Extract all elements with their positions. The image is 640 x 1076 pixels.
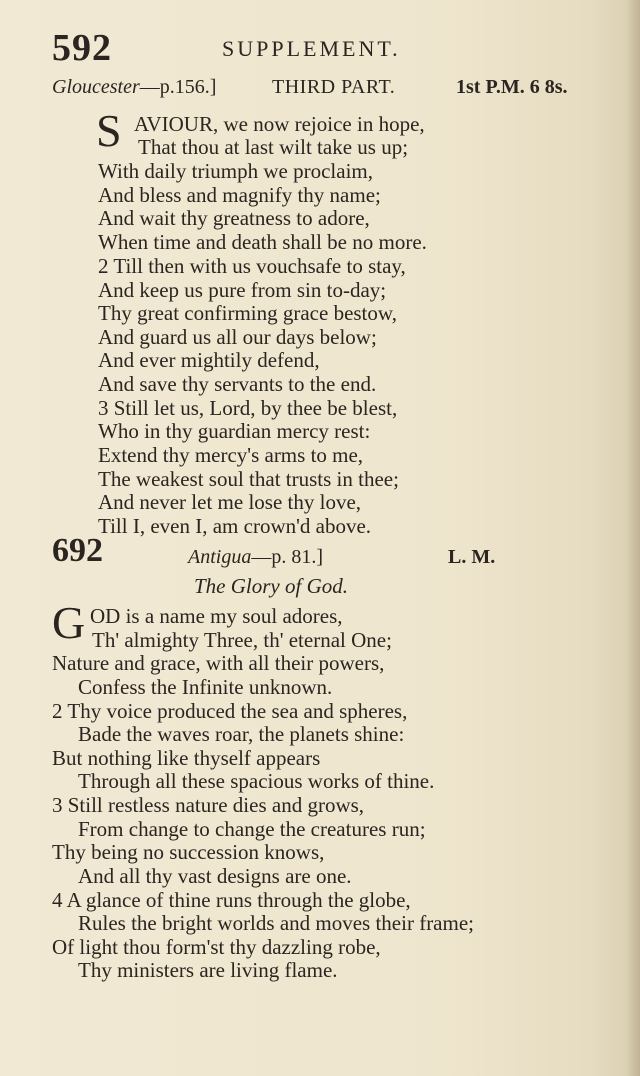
hymn-b-meter: L. M. [448, 546, 496, 568]
verse-line: Rules the bright worlds and moves their frame; [78, 911, 474, 935]
verse-line: Confess the Infinite unknown. [78, 675, 333, 699]
hymn-b-tune-line [188, 546, 323, 569]
verse-line: Thy great confirming grace bestow, [98, 301, 397, 325]
hymn-a-meter: 1st P.M. 6 8s. [456, 76, 568, 98]
verse-line: And keep us pure from sin to-day; [98, 278, 387, 302]
verse-line: AVIOUR, we now rejoice in hope, [134, 112, 425, 136]
verse-line: The weakest soul that trusts in thee; [98, 467, 399, 491]
hymn-a-meta [52, 76, 597, 106]
verse-line: Who in thy guardian mercy rest: [98, 419, 371, 443]
verse-line: That thou at last wilt take us up; [138, 135, 409, 159]
verse-line: And all thy vast designs are one. [78, 864, 352, 888]
verse-line: 4 A glance of thine runs through the globe, [52, 888, 411, 912]
verse-line: And ever mightily defend, [98, 348, 320, 372]
hymn-b-tune: Antigua [188, 546, 252, 568]
verse-line: Extend thy mercy's arms to me, [98, 443, 364, 467]
hymn-a-dropcap: S [96, 105, 122, 156]
verse-line: Thy being no succession knows, [52, 840, 325, 864]
verse-line: From change to change the creatures run; [78, 817, 426, 841]
verse-line: And never let me lose thy love, [98, 490, 362, 514]
verse-line: Nature and grace, with all their powers, [52, 651, 385, 675]
page-header [52, 26, 592, 70]
verse-line: And bless and magnify thy name; [98, 183, 381, 207]
verse-line: 2 Thy voice produced the sea and spheres, [52, 699, 408, 723]
hymn-b-dropcap: G [52, 597, 86, 648]
verse-line: And wait thy greatness to adore, [98, 206, 370, 230]
hymn-b-tune-ref: —p. 81.] [251, 546, 324, 568]
running-head: SUPPLEMENT. [222, 36, 401, 61]
verse-line: When time and death shall be no more. [98, 230, 427, 254]
verse-line: With daily triumph we proclaim, [98, 159, 374, 183]
hymn-b-number: 692 [52, 532, 103, 569]
verse-line: But nothing like thyself appears [52, 746, 321, 770]
verse-line: 3 Still let us, Lord, by thee be blest, [98, 396, 398, 420]
verse-line: 2 Till then with us vouchsafe to stay, [98, 254, 406, 278]
verse-line: Thy ministers are living flame. [78, 958, 338, 982]
verse-line: Through all these spacious works of thine. [78, 769, 435, 793]
verse-line: Of light thou form'st thy dazzling robe, [52, 935, 381, 959]
verse-line: Bade the waves roar, the planets shine: [78, 722, 405, 746]
hymn-a-tune: Gloucester [52, 76, 140, 98]
verse-line: Th' almighty Three, th' eternal One; [92, 628, 392, 652]
verse-line: 3 Still restless nature dies and grows, [52, 793, 365, 817]
verse-line: OD is a name my soul adores, [90, 604, 343, 628]
page-edge-shadow [626, 0, 640, 1076]
verse-line: And save thy servants to the end. [98, 372, 377, 396]
hymn-a-part: THIRD PART. [272, 76, 396, 98]
verse-line: And guard us all our days below; [98, 325, 377, 349]
hymn-a-tune-ref: —p.156.] [139, 76, 217, 98]
page-number: 592 [52, 27, 112, 69]
hymn-b-title: The Glory of God. [194, 574, 348, 598]
verse-line: Till I, even I, am crown'd above. [98, 514, 372, 538]
